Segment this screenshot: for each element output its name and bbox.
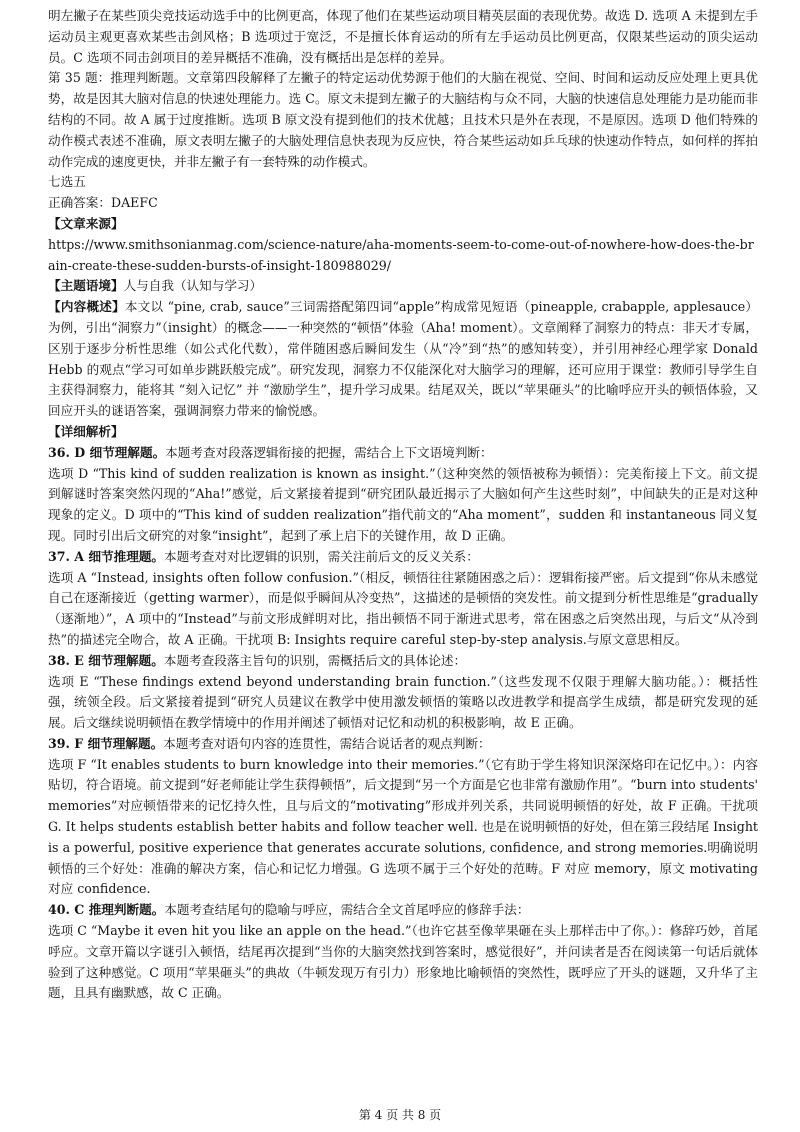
q36-heading <box>48 443 758 464</box>
theme-text: 人与自我（认知与学习） <box>123 278 263 294</box>
q36-label: 36. D 细节理解题。 <box>48 444 166 460</box>
q35-label: 第 35 题：推理判断题。 <box>48 70 187 86</box>
q37-heading <box>48 547 758 568</box>
q36-intro: 本题考查对段落逻辑衔接的把握，需结合上下文语境判断： <box>165 444 493 460</box>
detail-heading: 【详细解析】 <box>48 423 124 439</box>
section-title: 七选五 <box>48 174 86 190</box>
source-heading: 【文章来源】 <box>48 215 124 231</box>
q40-heading <box>48 900 758 921</box>
q38-heading <box>48 651 758 672</box>
q40-explanation: 选项 C “Maybe it even hit you like an apple on the head.”（也许它甚至像苹果砸在头上那样击中了你。）：修辞巧妙，首尾呼应。文章开篇以字谜引入顿悟，结尾再次提到“当你的大脑突然找到答案时，感觉很好”，并问读者是否在阅读第一句话后就体验到了这种感觉。C 项用“苹果砸头”的典故（牛顿发现万有引力）形象地比喻顿悟的突然性，既呼应了开头的谜题，又升华了主题，且具有幽默感，故 C 正确。 <box>48 923 758 1001</box>
q37-explanation: 选项 A “Instead, insights often follow confusion.”（相反，顿悟往往紧随困惑之后）：逻辑衔接严密。后文提到“你从未感觉自己在逐渐接近（getting warmer），而是似乎瞬间从冷变热”，这描述的是顿悟的突发性。前文提到分析性思维是“gradually（逐渐地）”，A 项中的“Instead”与前文形成鲜明对比，指出顿悟不同于渐进式思考，常在困惑之后突然出现，与后文“从冷到热”的描述完全吻合，故 A 正确。干扰项 B: Insights require careful step-by-step analysis.与原文意思相反。 <box>48 569 758 647</box>
theme-label: 【主题语境】 <box>48 278 124 294</box>
q38-label: 38. E 细节理解题。 <box>48 652 164 668</box>
paragraph-q34-conclusion: 明左撇子在某些顶尖竞技运动选手中的比例更高，体现了他们在某些运动项目精英层面的表现优势。故选 D. 选项 A 未提到左手运动员主观更喜欢某些击剑风格；B 选项过于宽泛，不是擅长体育运动的所有左手运动员比例更高，仅限某些运动的顶尖运动员。C 选项不同击剑项目的差异概括不准确，没有概括出是怎样的差异。 <box>48 8 758 65</box>
q40-label: 40. C 推理判断题。 <box>48 902 165 918</box>
q39-explanation: 选项 F “It enables students to burn knowledge into their memories.”（它有助于学生将知识深深烙印在记忆中。）：内容贴切，符合语境。前文提到“好老师能让学生获得顿悟”，后文提到“另一个方面是它也非常有激励作用”。“burn into students' memories”对应顿悟带来的记忆持久性，且与后文的“motivating”形成并列关系，共同说明顿悟的好处，故 F 正确。干扰项 G. It helps students establish better habits and follow teacher well. 也是在说明顿悟的好处，但在第三段结尾 Insight is a powerful, positive experience that generates accurate solutions, confidence, and strong memories.明确说明顿悟的三个好处：准确的解决方案，信心和记忆力增强。G 选项不属于三个好处的范畴。F 对应 memory，原文 motivating 对应 confidence. <box>48 756 758 897</box>
q39-label: 39. F 细节理解题。 <box>48 735 164 751</box>
q37-intro: 本题考查对对比逻辑的识别，需关注前后文的反义关系： <box>164 548 479 564</box>
q37-label: 37. A 细节推理题。 <box>48 548 165 564</box>
summary-text: 本文以 “pine, crab, sauce”三词需搭配第四词“apple”构成常见短语（pineapple, crabapple, applesauce）为例，引出“洞察力”（insight）的概念——一种突然的“顿悟”体验（Aha! moment）。文章阐释了洞察力的特点：非天才专属，区别于逐步分析性思维（如公式化代数），常伴随困惑后瞬间发生（从“冷”到“热”的感知转变），并引用神经心理学家 Donald Hebb 的观点“学习可如单步跳跃般完成”。研究发现，洞察力不仅能深化对大脑学习的理解，还可应用于课堂：教师引导学生自主获得洞察力，能将其 “刻入记忆” 并 “激励学生”，提升学习成果。结尾双关，既以“苹果砸头”的比喻呼应开头的顿悟体验，又回应开头的谜语答案，强调洞察力带来的愉悦感。 <box>48 299 758 419</box>
answer-key: 正确答案：DAEFC <box>48 195 158 211</box>
q38-intro: 本题考查段落主旨句的识别，需概括后文的具体论述： <box>163 652 467 668</box>
summary-paragraph <box>48 297 758 422</box>
q35-text: 文章第四段解释了左撇子的特定运动优势源于他们的大脑在视觉、空间、时间和运动反应处理上更具优势，故是因其大脑对信息的快速处理能力。选 C。原文未提到左撇子的大脑结构与众不同，大脑的快速信息处理能力是功能而非结构的不同。故 A 属于过度推断。选项 B 原文没有提到他们的技术优越；且技术只是外在表现，不是原因。选项 D 他们特殊的动作模式表述不准确，原文表明左撇子的大脑处理信息快表现为反应快，符合某些运动如乒乓球的快速动作特点，如何样的挥拍动作完成的速度更快，并非左撇子有一套特殊的动作模式。 <box>48 70 758 169</box>
q38-explanation: 选项 E “These findings extend beyond understanding brain function.”（这些发现不仅限于理解大脑功能。）：概括性强，统领全段。后文紧接着提到“研究人员建议在教学中使用激发顿悟的策略以改进教学和提高学生成绩，都是研究发现的延展。后文继续说明顿悟在教学情境中的作用并阐述了顿悟对记忆和动机的积极影响，故 E 正确。 <box>48 673 758 731</box>
document-body <box>48 6 758 1004</box>
q36-explanation: 选项 D “This kind of sudden realization is known as insight.”（这种突然的领悟被称为顿悟）：完美衔接上下文。前文提到解谜时答案突然闪现的“Aha!”感觉，后文紧接着提到“研究团队最近揭示了大脑如何产生这些时刻”，中间缺失的正是对这种现象的定义。D 项中的“This kind of sudden realization”指代前文的“Aha moment”，sudden 和 instantaneous 同义复现。同时引出后文研究的对象“insight”，起到了承上启下的关键作用，故 D 正确。 <box>48 465 758 543</box>
theme-line <box>48 276 758 297</box>
summary-label: 【内容概述】 <box>48 299 125 315</box>
source-url: https://www.smithsonianmag.com/science-nature/aha-moments-seem-to-come-out-of-nowhere-how-does-the-brain-create-these-sudden-bursts-of-insight-180988029/ <box>48 236 754 273</box>
q39-heading <box>48 734 758 755</box>
q40-intro: 本题考查结尾句的隐喻与呼应，需结合全文首尾呼应的修辞手法： <box>164 902 530 918</box>
paragraph-q35 <box>48 68 758 172</box>
q39-intro: 本题考查对语句内容的连贯性，需结合说话者的观点判断： <box>163 735 491 751</box>
page-footer: 第 4 页 共 8 页 <box>358 1108 442 1122</box>
